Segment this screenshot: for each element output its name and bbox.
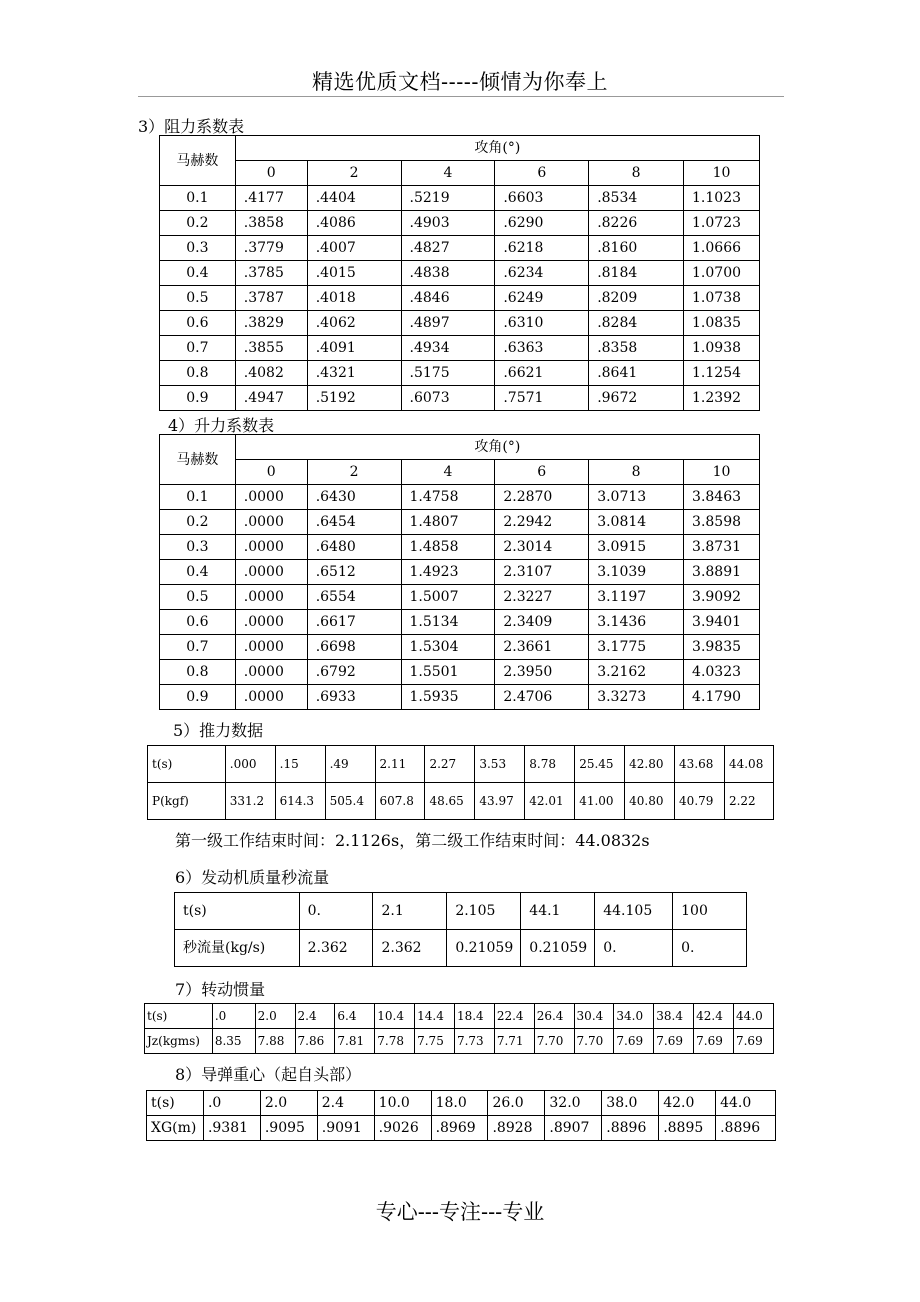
inertia-t-cell: 22.4	[494, 1004, 534, 1029]
thrust-p-cell: 40.80	[625, 783, 675, 820]
drag-value-cell: 1.0938	[684, 336, 760, 361]
drag-value-cell: .4086	[307, 211, 401, 236]
inertia-t-cell: 14.4	[415, 1004, 455, 1029]
lift-mach-cell: 0.7	[160, 635, 236, 660]
drag-mach-cell: 0.4	[160, 261, 236, 286]
drag-value-cell: .8284	[589, 311, 684, 336]
inertia-j-cell: 7.88	[255, 1029, 295, 1054]
drag-value-cell: .4404	[307, 186, 401, 211]
drag-angle-cell: 4	[401, 161, 495, 186]
inertia-t-cell: 10.4	[375, 1004, 415, 1029]
drag-angle-cell: 10	[684, 161, 760, 186]
drag-row	[160, 236, 760, 261]
thrust-p-cell: 40.79	[675, 783, 725, 820]
drag-value-cell: .8641	[589, 361, 684, 386]
inertia-t-cell: 26.4	[534, 1004, 574, 1029]
lift-value-cell: 1.5134	[401, 610, 495, 635]
cg-x-cell: .8928	[488, 1116, 545, 1141]
drag-mach-cell: 0.6	[160, 311, 236, 336]
cg-t-cell: 10.0	[374, 1091, 431, 1116]
lift-row	[160, 585, 760, 610]
drag-value-cell: .8209	[589, 286, 684, 311]
lift-row	[160, 560, 760, 585]
inertia-j-cell: 7.69	[614, 1029, 654, 1054]
drag-value-cell: .7571	[495, 386, 589, 411]
lift-value-cell: 3.8891	[684, 560, 760, 585]
lift-value-cell: .0000	[235, 535, 307, 560]
lift-mach-cell: 0.6	[160, 610, 236, 635]
lift-angle-cell: 0	[235, 460, 307, 485]
drag-value-cell: .5175	[401, 361, 495, 386]
drag-value-cell: .6073	[401, 386, 495, 411]
lift-angle-cell: 4	[401, 460, 495, 485]
thrust-t-cell: .49	[325, 746, 375, 783]
drag-value-cell: .3858	[235, 211, 307, 236]
lift-angle-header: 攻角(°)	[235, 435, 759, 460]
drag-value-cell: .6310	[495, 311, 589, 336]
thrust-title: 5）推力数据	[173, 721, 264, 740]
lift-value-cell: 1.4807	[401, 510, 495, 535]
inertia-j-cell: 8.35	[212, 1029, 255, 1054]
thrust-t-cell: 2.11	[375, 746, 425, 783]
flow-t-cell: 2.1	[373, 893, 447, 930]
drag-table	[159, 135, 760, 411]
lift-value-cell: 4.0323	[684, 660, 760, 685]
drag-value-cell: 1.0723	[684, 211, 760, 236]
lift-angle-cell: 6	[495, 460, 589, 485]
drag-value-cell: .4082	[235, 361, 307, 386]
cg-x-cell: .8896	[602, 1116, 659, 1141]
cg-x-cell: .9095	[260, 1116, 317, 1141]
lift-value-cell: 2.3950	[495, 660, 589, 685]
drag-row	[160, 261, 760, 286]
inertia-title: 7）转动惯量	[175, 980, 266, 999]
lift-table	[159, 434, 760, 710]
drag-value-cell: .4015	[307, 261, 401, 286]
thrust-p-cell: 331.2	[225, 783, 275, 820]
flow-q-cell: 2.362	[373, 930, 447, 967]
drag-value-cell: .3779	[235, 236, 307, 261]
cg-t-cell: 2.0	[260, 1091, 317, 1116]
lift-mach-cell: 0.8	[160, 660, 236, 685]
inertia-t-cell: 38.4	[654, 1004, 694, 1029]
drag-value-cell: 1.0700	[684, 261, 760, 286]
lift-angle-cell: 2	[307, 460, 401, 485]
drag-value-cell: .4007	[307, 236, 401, 261]
drag-value-cell: .3787	[235, 286, 307, 311]
drag-row	[160, 286, 760, 311]
drag-value-cell: .4934	[401, 336, 495, 361]
flow-table	[174, 892, 747, 967]
thrust-table	[147, 745, 774, 820]
cg-t-cell: .0	[203, 1091, 260, 1116]
lift-value-cell: .0000	[235, 660, 307, 685]
lift-value-cell: 3.0713	[589, 485, 684, 510]
flow-q-label: 秒流量(kg/s)	[175, 930, 300, 967]
cg-t-cell: 26.0	[488, 1091, 545, 1116]
lift-value-cell: 3.9092	[684, 585, 760, 610]
drag-row	[160, 361, 760, 386]
drag-mach-cell: 0.9	[160, 386, 236, 411]
drag-value-cell: .4827	[401, 236, 495, 261]
drag-value-cell: 1.0666	[684, 236, 760, 261]
inertia-j-cell: 7.75	[415, 1029, 455, 1054]
drag-value-cell: .8160	[589, 236, 684, 261]
thrust-p-cell: 505.4	[325, 783, 375, 820]
thrust-t-label: t(s)	[148, 746, 226, 783]
lift-value-cell: 2.3227	[495, 585, 589, 610]
thrust-t-cell: 42.80	[625, 746, 675, 783]
drag-row	[160, 311, 760, 336]
lift-value-cell: .6554	[307, 585, 401, 610]
drag-row	[160, 336, 760, 361]
drag-row	[160, 386, 760, 411]
drag-value-cell: .4838	[401, 261, 495, 286]
lift-mach-cell: 0.1	[160, 485, 236, 510]
lift-value-cell: 2.3014	[495, 535, 589, 560]
flow-t-cell: 100	[673, 893, 747, 930]
lift-value-cell: 3.1197	[589, 585, 684, 610]
flow-q-cell: 0.	[595, 930, 673, 967]
inertia-table	[144, 1003, 774, 1054]
lift-value-cell: .6454	[307, 510, 401, 535]
drag-angle-cell: 8	[589, 161, 684, 186]
stage-time-note: 第一级工作结束时间：2.1126s，第二级工作结束时间：44.0832s	[175, 831, 650, 850]
thrust-p-cell: 48.65	[425, 783, 475, 820]
inertia-t-cell: 30.4	[574, 1004, 614, 1029]
drag-value-cell: .6234	[495, 261, 589, 286]
inertia-t-cell: 2.4	[295, 1004, 335, 1029]
inertia-t-label: t(s)	[145, 1004, 213, 1029]
page-header: 精选优质文档-----倾情为你奉上	[312, 70, 608, 94]
inertia-t-cell: 6.4	[335, 1004, 375, 1029]
flow-q-cell: 0.21059	[521, 930, 595, 967]
drag-value-cell: .8358	[589, 336, 684, 361]
flow-q-cell: 2.362	[299, 930, 373, 967]
lift-value-cell: 3.1775	[589, 635, 684, 660]
thrust-p-cell: 614.3	[275, 783, 325, 820]
flow-t-cell: 2.105	[447, 893, 521, 930]
drag-mach-header: 马赫数	[160, 136, 236, 186]
cg-t-cell: 18.0	[431, 1091, 488, 1116]
lift-mach-cell: 0.9	[160, 685, 236, 710]
lift-value-cell: 2.3107	[495, 560, 589, 585]
drag-value-cell: .8184	[589, 261, 684, 286]
inertia-t-cell: 34.0	[614, 1004, 654, 1029]
flow-title: 6）发动机质量秒流量	[175, 868, 330, 887]
lift-value-cell: .6617	[307, 610, 401, 635]
lift-value-cell: 3.8731	[684, 535, 760, 560]
drag-value-cell: .4846	[401, 286, 495, 311]
cg-x-cell: .9026	[374, 1116, 431, 1141]
drag-value-cell: .3829	[235, 311, 307, 336]
thrust-t-cell: 25.45	[575, 746, 625, 783]
drag-value-cell: .9672	[589, 386, 684, 411]
cg-x-label: XG(m)	[147, 1116, 204, 1141]
lift-value-cell: 3.1039	[589, 560, 684, 585]
lift-angle-cell: 10	[684, 460, 760, 485]
lift-value-cell: 1.4923	[401, 560, 495, 585]
lift-value-cell: .0000	[235, 685, 307, 710]
lift-value-cell: 1.5935	[401, 685, 495, 710]
inertia-t-cell: 18.4	[454, 1004, 494, 1029]
lift-value-cell: 3.9835	[684, 635, 760, 660]
cg-t-cell: 38.0	[602, 1091, 659, 1116]
drag-value-cell: .6218	[495, 236, 589, 261]
lift-row	[160, 685, 760, 710]
drag-angle-cell: 0	[235, 161, 307, 186]
lift-value-cell: 3.8463	[684, 485, 760, 510]
lift-value-cell: 1.5304	[401, 635, 495, 660]
drag-angle-cell: 2	[307, 161, 401, 186]
cg-x-cell: .8896	[716, 1116, 776, 1141]
lift-value-cell: 3.3273	[589, 685, 684, 710]
cg-x-cell: .9091	[317, 1116, 374, 1141]
lift-value-cell: .0000	[235, 510, 307, 535]
inertia-t-cell: 42.4	[694, 1004, 734, 1029]
drag-angle-cell: 6	[495, 161, 589, 186]
inertia-j-cell: 7.73	[454, 1029, 494, 1054]
lift-row	[160, 485, 760, 510]
lift-value-cell: 2.2870	[495, 485, 589, 510]
drag-mach-cell: 0.3	[160, 236, 236, 261]
lift-value-cell: .6698	[307, 635, 401, 660]
drag-value-cell: .6603	[495, 186, 589, 211]
inertia-j-cell: 7.69	[654, 1029, 694, 1054]
thrust-p-cell: 2.22	[724, 783, 773, 820]
lift-mach-header: 马赫数	[160, 435, 236, 485]
page-footer: 专心---专注---专业	[375, 1200, 545, 1224]
drag-value-cell: .8226	[589, 211, 684, 236]
lift-value-cell: .6933	[307, 685, 401, 710]
drag-value-cell: .6290	[495, 211, 589, 236]
drag-value-cell: .4091	[307, 336, 401, 361]
inertia-j-cell: 7.86	[295, 1029, 335, 1054]
lift-value-cell: 2.3661	[495, 635, 589, 660]
drag-value-cell: 1.0738	[684, 286, 760, 311]
thrust-t-cell: 8.78	[525, 746, 575, 783]
lift-angle-cell: 8	[589, 460, 684, 485]
drag-value-cell: .8534	[589, 186, 684, 211]
lift-row	[160, 610, 760, 635]
drag-value-cell: .4018	[307, 286, 401, 311]
lift-value-cell: .6480	[307, 535, 401, 560]
cg-table	[146, 1090, 776, 1141]
thrust-p-cell: 43.97	[475, 783, 525, 820]
lift-value-cell: 3.0814	[589, 510, 684, 535]
drag-value-cell: .6363	[495, 336, 589, 361]
drag-mach-cell: 0.5	[160, 286, 236, 311]
drag-value-cell: .3855	[235, 336, 307, 361]
lift-value-cell: 1.4758	[401, 485, 495, 510]
flow-q-cell: 0.21059	[447, 930, 521, 967]
drag-row	[160, 186, 760, 211]
flow-t-cell: 44.1	[521, 893, 595, 930]
lift-table-title: 4）升力系数表	[168, 416, 275, 435]
cg-t-cell: 44.0	[716, 1091, 776, 1116]
drag-value-cell: .5192	[307, 386, 401, 411]
lift-value-cell: .0000	[235, 585, 307, 610]
flow-t-cell: 44.105	[595, 893, 673, 930]
lift-value-cell: 1.4858	[401, 535, 495, 560]
thrust-t-cell: 3.53	[475, 746, 525, 783]
drag-value-cell: .6621	[495, 361, 589, 386]
thrust-p-cell: 607.8	[375, 783, 425, 820]
lift-row	[160, 635, 760, 660]
cg-t-cell: 2.4	[317, 1091, 374, 1116]
inertia-j-cell: 7.78	[375, 1029, 415, 1054]
drag-value-cell: 1.2392	[684, 386, 760, 411]
lift-value-cell: 2.2942	[495, 510, 589, 535]
lift-mach-cell: 0.3	[160, 535, 236, 560]
thrust-t-cell: 43.68	[675, 746, 725, 783]
drag-mach-cell: 0.2	[160, 211, 236, 236]
thrust-t-cell: .000	[225, 746, 275, 783]
header-rule	[138, 96, 784, 97]
drag-value-cell: .4947	[235, 386, 307, 411]
lift-mach-cell: 0.2	[160, 510, 236, 535]
thrust-t-cell: .15	[275, 746, 325, 783]
cg-x-cell: .8907	[545, 1116, 602, 1141]
inertia-j-cell: 7.69	[694, 1029, 734, 1054]
lift-value-cell: .0000	[235, 485, 307, 510]
flow-t-label: t(s)	[175, 893, 300, 930]
cg-t-cell: 32.0	[545, 1091, 602, 1116]
cg-title: 8）导弹重心（起自头部）	[175, 1065, 362, 1084]
lift-value-cell: .0000	[235, 610, 307, 635]
drag-angle-header: 攻角(°)	[235, 136, 759, 161]
inertia-j-cell: 7.71	[494, 1029, 534, 1054]
drag-value-cell: 1.1023	[684, 186, 760, 211]
flow-t-cell: 0.	[299, 893, 373, 930]
lift-value-cell: .6430	[307, 485, 401, 510]
inertia-j-label: Jz(kgms)	[145, 1029, 213, 1054]
inertia-t-cell: 44.0	[733, 1004, 773, 1029]
drag-value-cell: 1.0835	[684, 311, 760, 336]
inertia-j-cell: 7.70	[534, 1029, 574, 1054]
lift-value-cell: 3.9401	[684, 610, 760, 635]
lift-value-cell: .0000	[235, 560, 307, 585]
cg-x-cell: .8895	[659, 1116, 716, 1141]
lift-value-cell: 1.5501	[401, 660, 495, 685]
drag-value-cell: .6249	[495, 286, 589, 311]
lift-value-cell: .6512	[307, 560, 401, 585]
lift-value-cell: 3.1436	[589, 610, 684, 635]
lift-row	[160, 660, 760, 685]
lift-value-cell: 2.4706	[495, 685, 589, 710]
inertia-j-cell: 7.70	[574, 1029, 614, 1054]
lift-value-cell: 4.1790	[684, 685, 760, 710]
cg-x-cell: .9381	[203, 1116, 260, 1141]
inertia-t-cell: .0	[212, 1004, 255, 1029]
drag-value-cell: .3785	[235, 261, 307, 286]
inertia-j-cell: 7.81	[335, 1029, 375, 1054]
flow-q-cell: 0.	[673, 930, 747, 967]
drag-value-cell: .5219	[401, 186, 495, 211]
inertia-j-cell: 7.69	[733, 1029, 773, 1054]
lift-row	[160, 535, 760, 560]
drag-mach-cell: 0.1	[160, 186, 236, 211]
lift-mach-cell: 0.5	[160, 585, 236, 610]
drag-value-cell: .4897	[401, 311, 495, 336]
thrust-t-cell: 2.27	[425, 746, 475, 783]
thrust-p-cell: 42.01	[525, 783, 575, 820]
cg-x-cell: .8969	[431, 1116, 488, 1141]
lift-value-cell: 3.0915	[589, 535, 684, 560]
drag-value-cell: 1.1254	[684, 361, 760, 386]
drag-value-cell: .4903	[401, 211, 495, 236]
lift-mach-cell: 0.4	[160, 560, 236, 585]
drag-value-cell: .4062	[307, 311, 401, 336]
thrust-p-cell: 41.00	[575, 783, 625, 820]
lift-row	[160, 510, 760, 535]
drag-value-cell: .4321	[307, 361, 401, 386]
drag-table-title: 3）阻力系数表	[138, 117, 245, 136]
inertia-t-cell: 2.0	[255, 1004, 295, 1029]
lift-value-cell: .6792	[307, 660, 401, 685]
lift-value-cell: 3.8598	[684, 510, 760, 535]
thrust-t-cell: 44.08	[724, 746, 773, 783]
drag-row	[160, 211, 760, 236]
lift-value-cell: .0000	[235, 635, 307, 660]
drag-mach-cell: 0.7	[160, 336, 236, 361]
cg-t-cell: 42.0	[659, 1091, 716, 1116]
lift-value-cell: 1.5007	[401, 585, 495, 610]
lift-value-cell: 3.2162	[589, 660, 684, 685]
lift-value-cell: 2.3409	[495, 610, 589, 635]
drag-mach-cell: 0.8	[160, 361, 236, 386]
drag-value-cell: .4177	[235, 186, 307, 211]
thrust-p-label: P(kgf)	[148, 783, 226, 820]
cg-t-label: t(s)	[147, 1091, 204, 1116]
